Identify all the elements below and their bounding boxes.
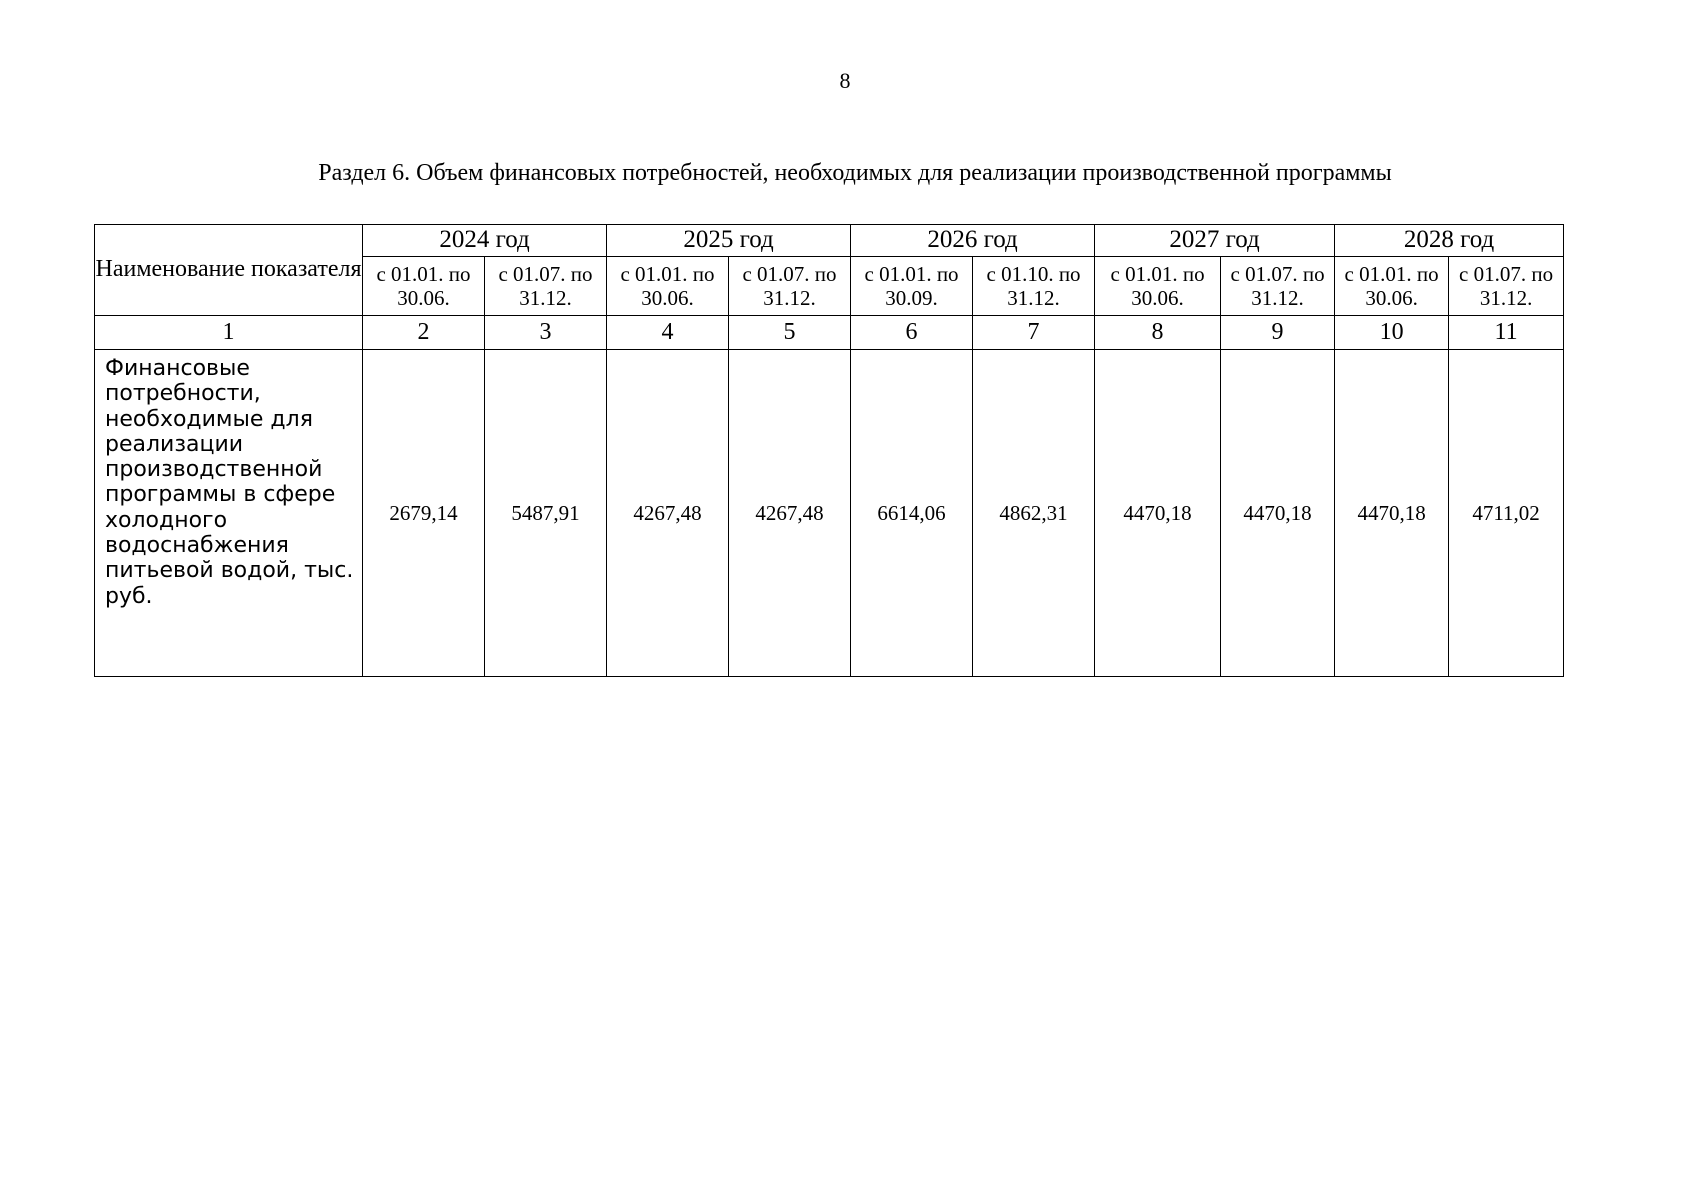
column-number: 2 xyxy=(363,316,485,350)
value-cell: 4470,18 xyxy=(1335,350,1449,677)
year-header: 2024 год xyxy=(363,225,607,257)
value-cell: 4711,02 xyxy=(1449,350,1564,677)
column-number: 3 xyxy=(485,316,607,350)
value-cell: 4470,18 xyxy=(1221,350,1335,677)
period-header: с 01.07. по 31.12. xyxy=(1449,257,1564,316)
value-cell: 4267,48 xyxy=(607,350,729,677)
column-number: 1 xyxy=(95,316,363,350)
year-header: 2025 год xyxy=(607,225,851,257)
column-number: 11 xyxy=(1449,316,1564,350)
year-header: 2026 год xyxy=(851,225,1095,257)
column-number: 4 xyxy=(607,316,729,350)
table-row xyxy=(95,350,1564,677)
column-number: 5 xyxy=(729,316,851,350)
column-number: 10 xyxy=(1335,316,1449,350)
column-number: 8 xyxy=(1095,316,1221,350)
value-cell: 5487,91 xyxy=(485,350,607,677)
period-header: с 01.01. по 30.06. xyxy=(363,257,485,316)
page-number: 8 xyxy=(839,68,851,93)
period-header: с 01.07. по 31.12. xyxy=(729,257,851,316)
period-header: с 01.01. по 30.06. xyxy=(1335,257,1449,316)
value-cell: 4267,48 xyxy=(729,350,851,677)
period-header: с 01.01. по 30.06. xyxy=(1095,257,1221,316)
value-cell: 4862,31 xyxy=(973,350,1095,677)
value-cell: 4470,18 xyxy=(1095,350,1221,677)
section-title: Раздел 6. Объем финансовых потребностей, необходимых для реализации производственной программы xyxy=(318,160,1392,186)
period-header: с 01.01. по 30.09. xyxy=(851,257,973,316)
indicator-name: Финансовые потребности, необходимые для реализации производственной программы в сфере холодного водоснабжения питьевой водой, тыс. руб. xyxy=(95,350,363,677)
period-header: с 01.07. по 31.12. xyxy=(1221,257,1335,316)
value-cell: 2679,14 xyxy=(363,350,485,677)
column-number: 7 xyxy=(973,316,1095,350)
period-header: с 01.01. по 30.06. xyxy=(607,257,729,316)
financial-needs-table xyxy=(94,224,1564,677)
value-cell: 6614,06 xyxy=(851,350,973,677)
column-header-name: Наименование показателя xyxy=(95,225,363,316)
year-header: 2028 год xyxy=(1335,225,1564,257)
year-header: 2027 год xyxy=(1095,225,1335,257)
column-number: 9 xyxy=(1221,316,1335,350)
period-header: с 01.10. по 31.12. xyxy=(973,257,1095,316)
column-number: 6 xyxy=(851,316,973,350)
period-header: с 01.07. по 31.12. xyxy=(485,257,607,316)
